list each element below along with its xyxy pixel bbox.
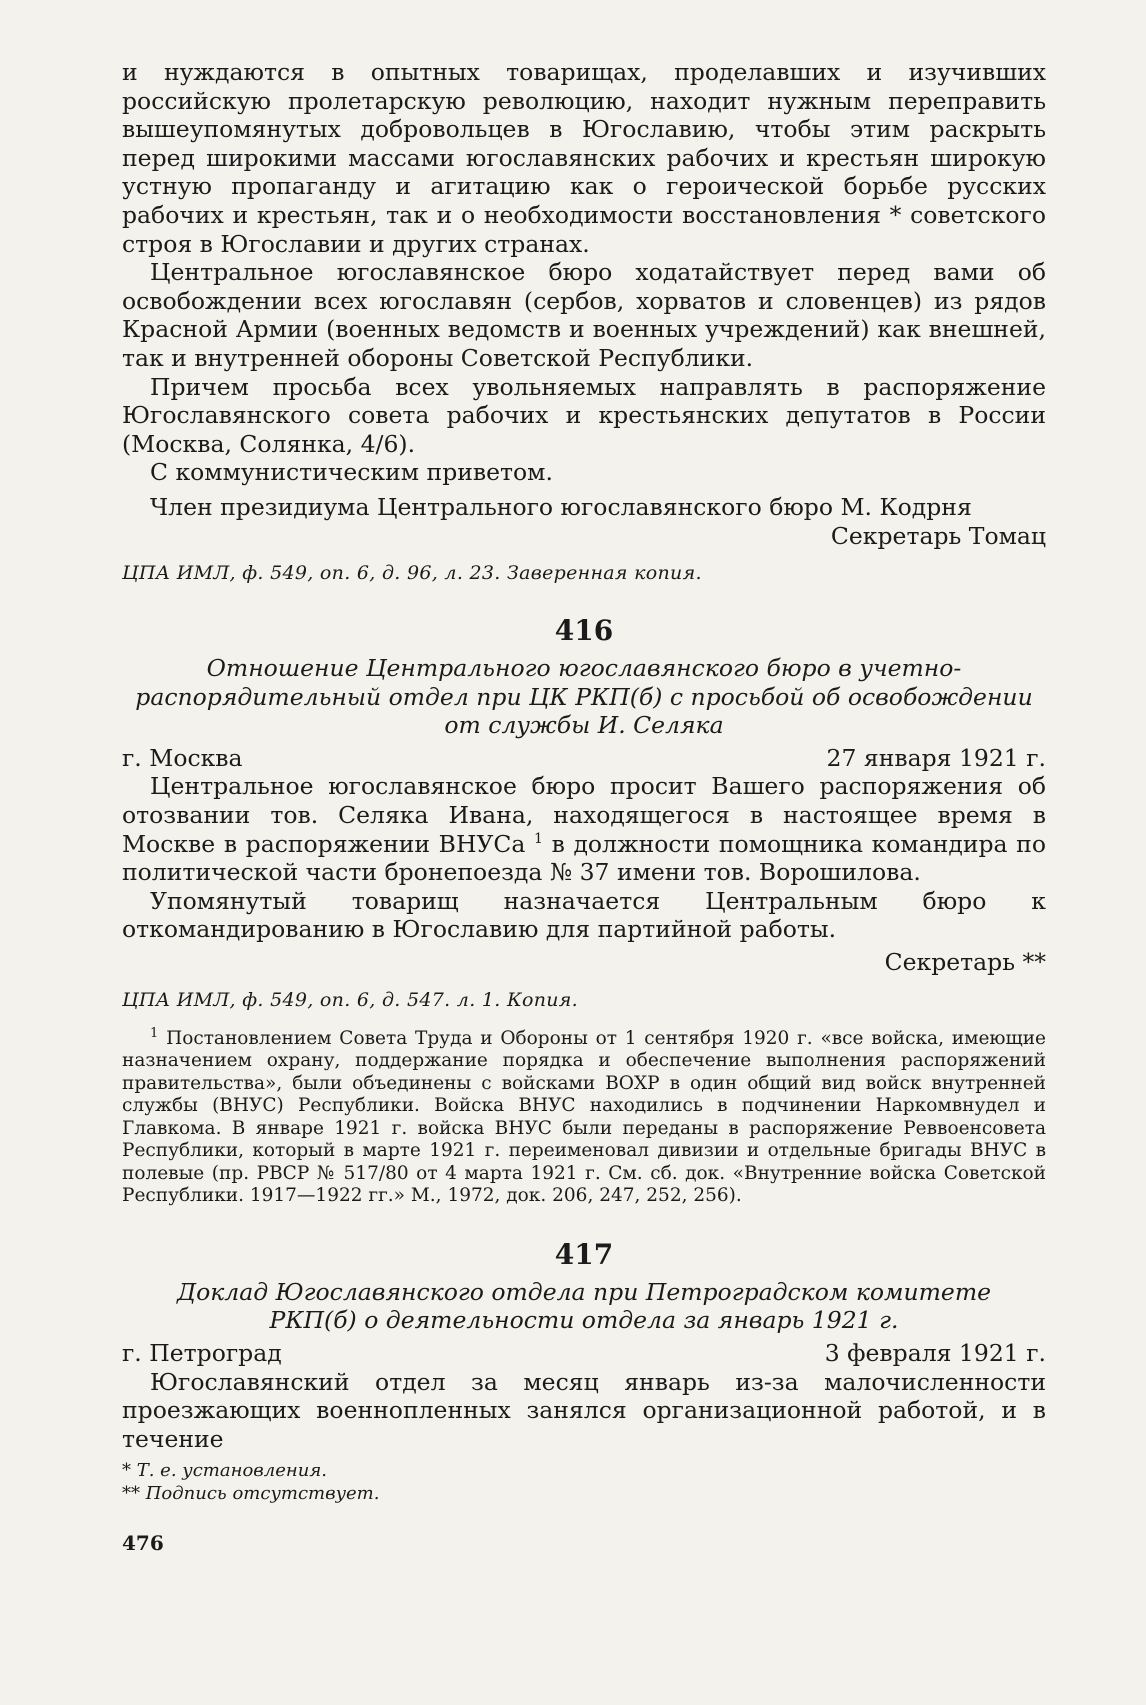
document-paragraph-1-part-a: Центральное югославянское бюро просит Вашего распоряжения об отозвании тов. Селяка Ивана, находящегося в настоящее время в Москве в распоряжении ВНУСа — [122, 772, 1046, 858]
page-number: 476 — [122, 1531, 164, 1556]
footnote — [122, 1023, 1046, 1208]
footnote-text: Постановлением Совета Труда и Обороны от 1 сентября 1920 г. «все войска, имеющие назначением охрану, поддержание порядка и обеспечение выполнения распоряжений правительства», были объединены с войсками ВОХР в один общий вид войск внутренней службы (ВНУС) Республики. Войска ВНУС находились в подчинении Наркомвнудел и Главкома. В январе 1921 г. войска ВНУС были переданы в распоряжение Реввоенсовета Республики, который в марте 1921 г. переименовал дивизии и отдельные бригады ВНУС в полевые (пр. РВСР № 517/80 от 4 марта 1921 г. См. сб. док. «Внутренние войска Советской Республики. 1917—1922 гг.» М., 1972, док. 206, 247, 252, 256). — [122, 1027, 1046, 1207]
continuation-paragraph-2: Центральное югославянское бюро ходатайствует перед вами об освобождении всех югославян (сербов, хорватов и словенцев) из рядов Красной Армии (военных ведомств и военных учреждений) как внешней, так и внутренней обороны Советской Республики. — [122, 258, 1046, 372]
document-signature: Секретарь ** — [884, 948, 1046, 977]
document-paragraph-1 — [122, 772, 1046, 886]
star-notes — [122, 1459, 1046, 1505]
document-number: 417 — [554, 1237, 614, 1271]
greeting: С коммунистическим приветом. — [150, 458, 553, 487]
document-date: 3 февраля 1921 г. — [824, 1338, 1046, 1367]
document-title: Отношение Центрального югославянского бюро в учетно-распорядительный отдел при ЦК РКП(б) с просьбой об освобождении от службы И. Селяка — [135, 654, 1033, 740]
footnote-reference: 1 — [534, 830, 543, 847]
footnote-marker: 1 — [150, 1025, 159, 1041]
place-date-line — [122, 744, 1046, 773]
continuation-paragraph-3: Причем просьба всех увольняемых направлять в распоряжение Югославянского совета рабочих и крестьянских депутатов в России (Москва, Солянка, 4/6). — [122, 372, 1046, 458]
document-paragraph-1-part-b: в должности помощника командира по политической части бронепоезда № 37 имени тов. Ворошилова. — [122, 829, 1046, 887]
place-date-line — [122, 1339, 1046, 1368]
document-title: Доклад Югославянского отдела при Петроградском комитете РКП(б) о деятельности отдела за январь 1921 г. — [176, 1277, 992, 1335]
archive-reference: ЦПА ИМЛ, ф. 549, оп. 6, д. 547. л. 1. Копия. — [122, 988, 578, 1011]
document-place: г. Петроград — [122, 1338, 282, 1367]
archive-reference: ЦПА ИМЛ, ф. 549, оп. 6, д. 96, л. 23. Заверенная копия. — [122, 562, 702, 585]
document-number: 416 — [554, 614, 614, 648]
star-note-2: ** Подпись отсутствует. — [122, 1483, 380, 1505]
signature-secretary: Секретарь Томац — [830, 521, 1046, 550]
document-date: 27 января 1921 г. — [826, 743, 1046, 772]
document-place: г. Москва — [122, 743, 243, 772]
continuation-paragraph-1: и нуждаются в опытных товарищах, проделавших и изучивших российскую пролетарскую революцию, находит нужным переправить вышеупомянутых добровольцев в Югославию, чтобы этим раскрыть перед широкими массами югославянских рабочих и крестьян широкую устную пропаганду и агитацию как о героической борьбе русских рабочих и крестьян, так и о необходимости восстановления * советского строя в Югославии и других странах. — [122, 58, 1046, 258]
document-paragraph-2: Упомянутый товарищ назначается Центральным бюро к откомандированию в Югославию для партийной работы. — [122, 886, 1046, 944]
signature-presidium-member: Член президиума Центрального югославянского бюро М. Кодрня — [150, 492, 972, 521]
document-paragraph-1: Югославянский отдел за месяц январь из-за малочисленности проезжающих военнопленных занялся организационной работой, и в течение — [122, 1367, 1046, 1453]
star-note-1: * Т. е. установления. — [122, 1460, 327, 1482]
